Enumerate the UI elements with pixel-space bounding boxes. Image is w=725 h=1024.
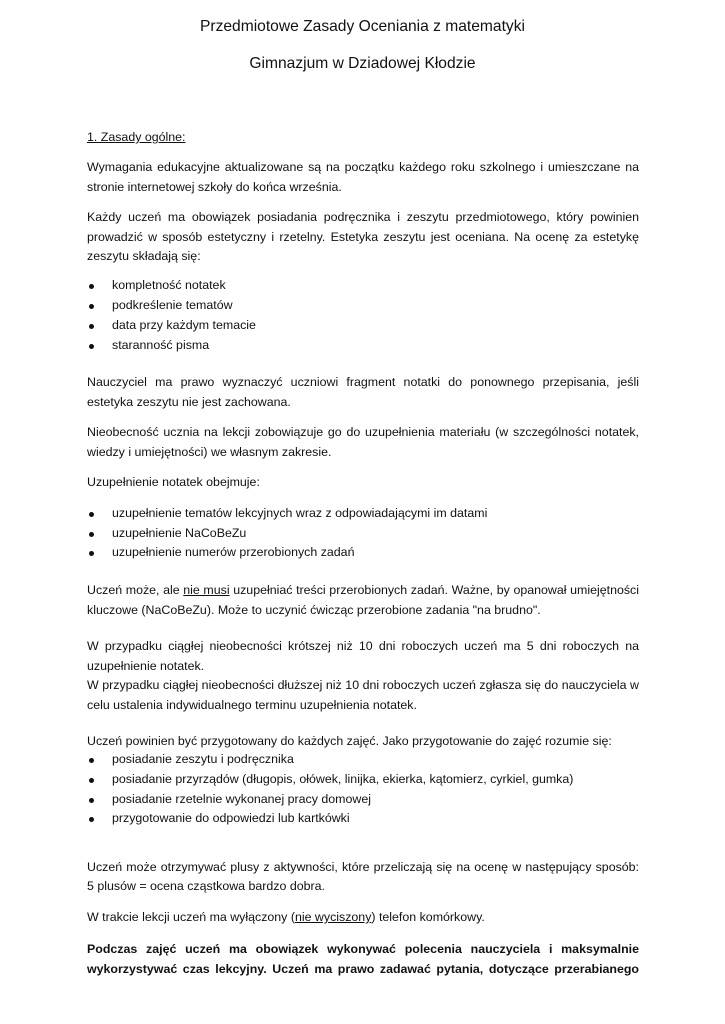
paragraph-notes-scope: Uzupełnienie notatek obejmuje: <box>87 475 260 489</box>
bullet-icon <box>89 758 94 763</box>
paragraph-notebook: Każdy uczeń ma obowiązek posiadania podręcznika i zeszytu przedmiotowego, który powinien prowadzić w sposób estetyczny i rzetelny. Estetyka zeszytu jest oceniana. Na ocenę za estetykę zeszytu składają się: <box>87 210 639 263</box>
paragraph-rewrite: Nauczyciel ma prawo wyznaczyć uczniowi fragment notatki do ponownego przepisania, jeśli estetyka zeszytu nie jest zachowana. <box>87 375 639 409</box>
underlined-phrase: nie musi <box>183 583 230 597</box>
list-item: posiadanie przyrządów (długopis, ołówek, linijka, ekierka, kątomierz, cyrkiel, gumka) <box>87 770 639 789</box>
list-item: kompletność notatek <box>87 276 639 295</box>
section-heading: 1. Zasady ogólne: <box>87 130 186 144</box>
bullet-icon <box>89 324 94 329</box>
paragraph-preparation: Uczeń powinien być przygotowany do każdych zajęć. Jako przygotowanie do zajęć rozumie się: <box>87 734 612 748</box>
bullet-icon <box>89 284 94 289</box>
bullet-icon <box>89 304 94 309</box>
bullet-icon <box>89 532 94 537</box>
paragraph-optional: Uczeń może, ale nie musi uzupełniać treści przerobionych zadań. Ważne, by opanował umiejętności kluczowe (NaCoBeZu). Może to uczynić ćwicząc przerobione zadania "na brudno". <box>87 583 639 617</box>
paragraph-activity: Uczeń może otrzymywać plusy z aktywności, które przeliczają się na ocenę w następujący sposób: <box>87 860 639 874</box>
document-title: Przedmiotowe Zasady Oceniania z matematyki <box>199 18 525 35</box>
bullet-icon <box>89 512 94 517</box>
list-item: data przy każdym temacie <box>87 316 639 335</box>
list-item: staranność pisma <box>87 336 639 355</box>
bullet-icon <box>89 778 94 783</box>
bullet-icon <box>89 798 94 803</box>
underlined-phrase: nie wyciszony <box>294 910 372 924</box>
paragraph-activity-rate: 5 plusów = ocena cząstkowa bardzo dobra. <box>87 879 325 893</box>
list-item: posiadanie rzetelnie wykonanej pracy domowej <box>87 790 639 809</box>
paragraph-long-absence: W przypadku ciągłej nieobecności dłuższej niż 10 dni roboczych uczeń zgłasza się do nauczyciela w celu ustalenia indywidualnego terminu uzupełnienia notatek. <box>87 678 639 712</box>
list-item: posiadanie zeszytu i podręcznika <box>87 750 639 769</box>
paragraph-requirements: Wymagania edukacyjne aktualizowane są na początku każdego roku szkolnego i umieszczane na stronie internetowej szkoły do końca września. <box>87 160 639 194</box>
list-item: podkreślenie tematów <box>87 296 639 315</box>
bullet-icon <box>89 551 94 556</box>
paragraph-phone: W trakcie lekcji uczeń ma wyłączony (nie wyciszony) telefon komórkowy. <box>87 910 485 924</box>
list-item: przygotowanie do odpowiedzi lub kartkówki <box>87 809 639 828</box>
paragraph-lesson-duties-line2: wykorzystywać czas lekcyjny. Uczeń ma prawo zadawać pytania, dotyczące przerabianego <box>87 962 639 976</box>
list-item: uzupełnienie NaCoBeZu <box>87 524 639 543</box>
paragraph-short-absence: W przypadku ciągłej nieobecności krótszej niż 10 dni roboczych uczeń ma 5 dni roboczych na uzupełnienie notatek. <box>87 639 639 673</box>
bullet-icon <box>89 817 94 822</box>
bullet-icon <box>89 344 94 349</box>
paragraph-absence: Nieobecność ucznia na lekcji zobowiązuje go do uzupełnienia materiału (w szczególności notatek, wiedzy i umiejętności) we własnym zakresie. <box>87 425 639 459</box>
document-subtitle: Gimnazjum w Dziadowej Kłodzie <box>249 55 476 72</box>
list-item: uzupełnienie tematów lekcyjnych wraz z odpowiadającymi im datami <box>87 504 639 523</box>
paragraph-lesson-duties-line1: Podczas zajęć uczeń ma obowiązek wykonywać polecenia nauczyciela i maksymalnie <box>87 942 639 956</box>
list-item: uzupełnienie numerów przerobionych zadań <box>87 543 639 562</box>
